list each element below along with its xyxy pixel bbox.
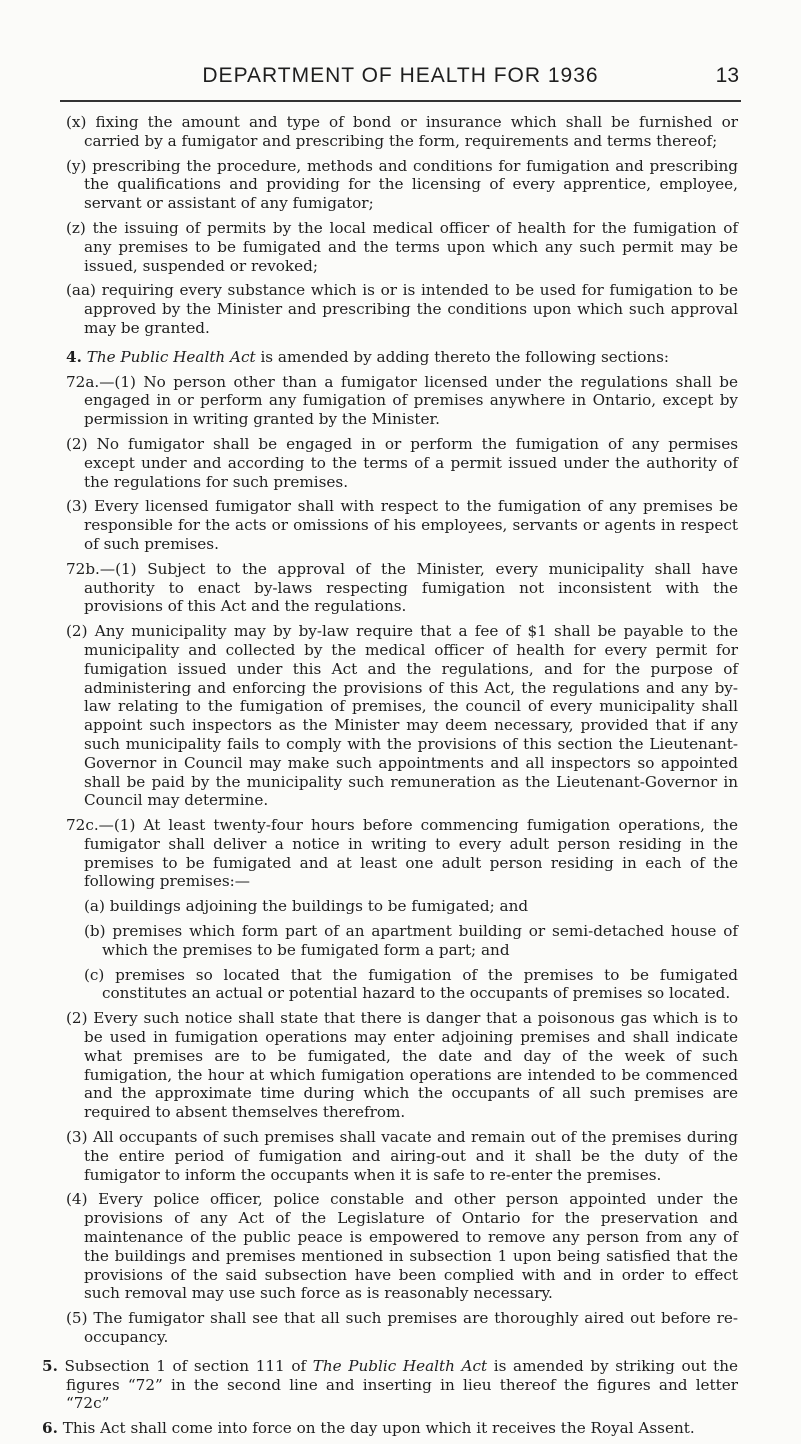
section-72b-1: 72b.—(1) Subject to the approval of the Minister, every municipality shall have authority to enact by-laws respecting fumigation not inconsistent with the provisions of this Act and the regulations. (66, 559, 738, 616)
section-4: 4. The Public Health Act is amended by adding thereto the following sections: (66, 347, 670, 366)
section-6: 6. This Act shall come into force on the day upon which it receives the Royal Assent. (42, 1419, 695, 1438)
clause-x: (x) fixing the amount and type of bond or insurance which shall be furnished or carried by a fumigator and prescribing the form, requirements and terms thereof; (66, 113, 739, 150)
section-5: 5. Subsection 1 of section 111 of The Public Health Act is amended by striking out the figures “72” in the second line and inserting in lieu thereof the figures and letter “72c” (42, 1356, 739, 1413)
section-72c-2: (2) Every such notice shall state that there is danger that a poisonous gas which is to be used in fumigation operations may enter adjoining premises and shall indicate what premises are to be fumigated, the date and day of the week of such fumigation, the hour at which fumigation operations are intended to be commenced and the approximate time during which the occupants of all such premises are required to absent themselves therefrom. (66, 1009, 738, 1122)
section-72a-3: (3) Every licensed fumigator shall with respect to the fumigation of any premises be responsible for the acts or omissions of his employees, servants or agents in respect of such premises. (66, 497, 739, 553)
clause-y: (y) prescribing the procedure, methods and conditions for fumigation and prescribing the qualifications and providing for the licensing of every apprentice, employee, servant or assistant of any fumigator; (66, 156, 738, 213)
page-header (60, 56, 741, 102)
section-72a-1: 72a.—(1) No person other than a fumigator licensed under the regulations shall be engaged in or perform any fumigation of premises anywhere in Ontario, except by permission in writing granted by the Minister. (66, 372, 738, 429)
clause-aa: (aa) requiring every substance which is or is intended to be used for fumigation to be approved by the Minister and prescribing the conditions upon which such approval may be granted. (66, 281, 738, 337)
page-title: DEPARTMENT OF HEALTH FOR 1936 (202, 64, 599, 87)
section-72a-2: (2) No fumigator shall be engaged in or perform the fumigation of any permises except under and according to the terms of a permit issued under the authority of the regulations for such premises. (66, 434, 739, 491)
section-72b-2: (2) Any municipality may by by-law require that a fee of $1 shall be payable to the municipality and collected by the medical officer of health for every permit for fumigation issued under this Act and the regulations, and for the purpose of administering and enforcing the provisions of this Act, the regulations and any by-law relating to the fumigation of premises, the council of every municipality shall appoint such inspectors as the Minister may deem necessary, provided that if any such municipality fails to comply with the provisions of this section the Lieutenant-Governor in Council may make such appointments and all inspectors so appointed shall be paid by the municipality such remuneration as the Lieutenant-Governor in Council may determine. (66, 622, 738, 810)
section-72c-1: 72c.—(1) At least twenty-four hours before commencing fumigation operations, the fumigator shall deliver a notice in writing to every adult person residing in the premises to be fumigated and at least one adult person residing in each of the following premises:— (66, 816, 738, 891)
clause-72c-b: (b) premises which form part of an apartment building or semi-detached house of which the premises to be fumigated form a part; and (84, 922, 739, 959)
clause-72c-a: (a) buildings adjoining the buildings to be fumigated; and (84, 897, 529, 916)
clause-72c-c: (c) premises so located that the fumigation of the premises to be fumigated constitutes an actual or potential hazard to the occupants of premises so located. (84, 965, 738, 1003)
section-72c-3: (3) All occupants of such premises shall vacate and remain out of the premises during the entire period of fumigation and airing-out and it shall be the duty of the fumigator to inform the occupants when it is safe to re-enter the premises. (66, 1128, 738, 1184)
page-number: 13 (715, 64, 739, 87)
section-72c-5: (5) The fumigator shall see that all such premises are thoroughly aired out before re-occupancy. (66, 1309, 739, 1347)
clause-z: (z) the issuing of permits by the local medical officer of health for the fumigation of any premises to be fumigated and the terms upon which any such permit may be issued, suspended or revoked; (66, 218, 739, 275)
document-body (42, 113, 739, 1444)
section-72c-4: (4) Every police officer, police constable and other person appointed under the provisions of any Act of the Legislature of Ontario for the preservation and maintenance of the public peace is empowered to remove any person from any of the buildings and premises mentioned in subsection 1 upon being satisfied that the provisions of the said subsection have been complied with and in order to effect such removal may use such force as is reasonably necessary. (66, 1190, 738, 1303)
